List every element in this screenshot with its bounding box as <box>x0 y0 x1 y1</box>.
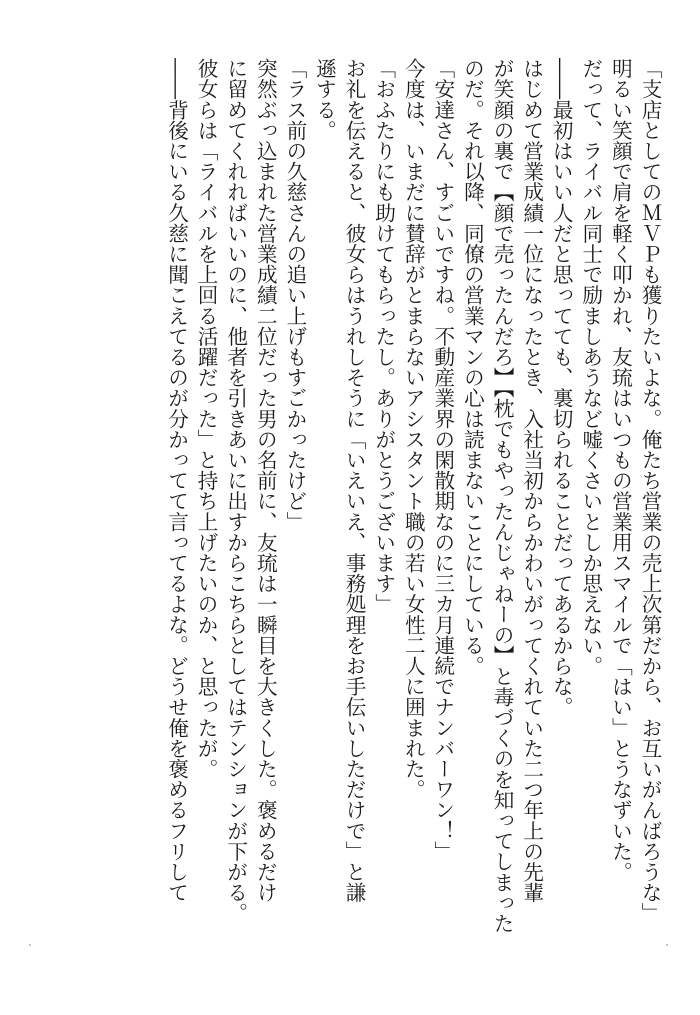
scan-mark-right <box>666 944 668 946</box>
text-line-8: 「安達さん、すごいですね。不動産業界の閑散期なのに三カ月連続でナンバーワン！」 <box>430 58 455 862</box>
text-line-11: お礼を伝えると、彼女らはうれしそうに「いえいえ、事務処理をお手伝いしただけで」と謙 <box>342 58 367 903</box>
text-line-14: 突然ぶっ込まれた営業成績二位だった男の名前に、友琉は一瞬目を大きくした。褒めるだけ <box>253 58 278 903</box>
text-line-2: 明るい笑顔で肩を軽く叩かれ、友琉はいつもの営業用スマイルで「はい」とうなずいた。 <box>608 58 633 882</box>
text-line-4: ――最初はいい人だと思ってても、裏切られることだってあるからな。 <box>549 58 574 718</box>
text-line-3: だって、ライバル同士で励ましあうなど嘘くさいとしか思えない。 <box>578 58 603 676</box>
text-line-1: 「支店としてのＭＶＰも獲りたいよな。俺たち営業の売上次第だから、お互いがんばろうな」 <box>638 58 662 924</box>
text-line-10: 「おふたりにも助けてもらったし。ありがとうございます」 <box>371 58 396 615</box>
text-line-16: 彼女らは「ライバルを上回る活躍だった」と持ち上げたいのか、と思ったが。 <box>194 58 219 779</box>
vertical-text-body <box>24 58 664 953</box>
text-line-6: が笑顔の裏で【顔で売ったんだろ】【枕でもやったんじゃねーの】と毒づくのを知ってしまった <box>490 58 515 934</box>
text-line-15: に留めてくれればいいのに、他者を引きあいに出すからこちらとしてはテンションが下がる。 <box>223 58 248 924</box>
text-line-17: ――背後にいる久慈に聞こえてるのが分かってて言ってるよな。どうせ俺を褒めるフリして <box>164 58 189 903</box>
scan-mark-left <box>29 944 31 946</box>
text-line-12: 遜する。 <box>312 58 337 141</box>
text-line-13: 「ラス前の久慈さんの追い上げもすごかったけど」 <box>282 58 307 532</box>
text-line-7: のだ。それ以降、同僚の営業マンの心は読まないことにしている。 <box>460 58 485 676</box>
text-line-9: 今度は、いまだに賛辞がとまらないアシスタント職の若い女性二人に囲まれた。 <box>401 58 426 800</box>
text-line-5: はじめて営業成績一位になったとき、入社当初からかわいがってくれていた二つ年上の先輩 <box>519 58 544 903</box>
